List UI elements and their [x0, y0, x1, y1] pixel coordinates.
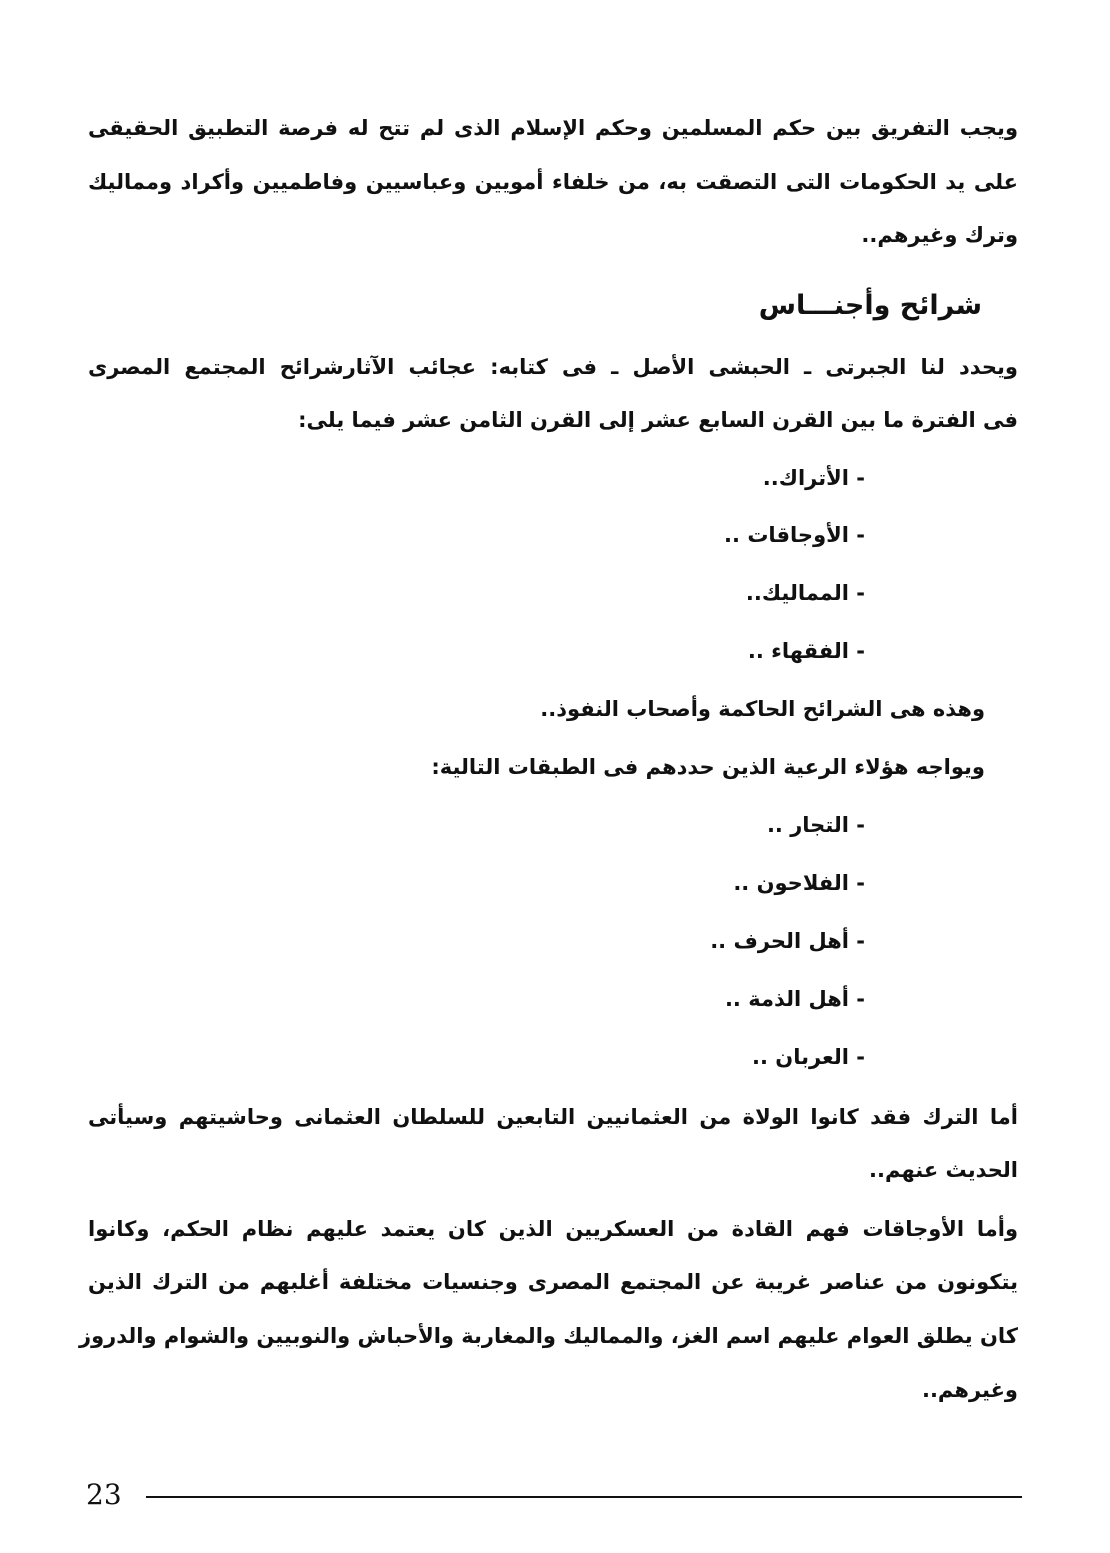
paragraph2-line-1: ويحدد لنا الجبرتى ـ الحبشى الأصل ـ فى كتابه: عجائب الآثارشرائح المجتمع المصرى [88, 355, 1018, 379]
subject-list-item: - الفلاحون .. [733, 871, 865, 895]
paragraph4-line-4: وغيرهم.. [921, 1378, 1018, 1402]
paragraph4-line-2: يتكونون من عناصر غريبة عن المجتمع المصرى وجنسيات مختلفة أغلبهم من الترك الذين [88, 1270, 1018, 1294]
paragraph4-line-3: كان يطلق العوام عليهم اسم الغز، والمماليك والمغاربة والأحباش والنوبيين والشوام والدروز [79, 1324, 1018, 1348]
sentence-subjects-intro: ويواجه هؤلاء الرعية الذين حددهم فى الطبقات التالية: [431, 755, 985, 779]
ruling-list-item: - الأوجاقات .. [724, 523, 865, 547]
page-number: 23 [86, 1478, 122, 1511]
paragraph3-line-2: الحديث عنهم.. [869, 1158, 1018, 1182]
section-heading: شرائح وأجنـــاس [758, 290, 982, 321]
paragraph1-line-1: ويجب التفريق بين حكم المسلمين وحكم الإسلام الذى لم تتح له فرصة التطبيق الحقيقى [88, 116, 1018, 140]
ruling-list-item: - المماليك.. [745, 581, 865, 605]
ruling-list-item: - الفقهاء .. [747, 639, 865, 663]
sentence-ruling-summary: وهذه هى الشرائح الحاكمة وأصحاب النفوذ.. [540, 697, 985, 721]
subject-list-item: - أهل الحرف .. [710, 929, 865, 953]
subject-list-item: - العربان .. [752, 1045, 865, 1069]
paragraph3-line-1: أما الترك فقد كانوا الولاة من العثمانيين التابعين للسلطان العثمانى وحاشيتهم وسيأتى [88, 1105, 1018, 1129]
footer-rule [146, 1496, 1022, 1498]
paragraph2-line-2: فى الفترة ما بين القرن السابع عشر إلى القرن الثامن عشر فيما يلى: [298, 408, 1018, 432]
subject-list-item: - أهل الذمة .. [724, 987, 865, 1011]
ruling-list-item: - الأتراك.. [762, 466, 865, 490]
subject-list-item: - التجار .. [766, 813, 865, 837]
paragraph1-line-3: وترك وغيرهم.. [861, 223, 1018, 247]
paragraph1-line-2: على يد الحكومات التى التصقت به، من خلفاء أمويين وعباسيين وفاطميين وأكراد ومماليك [88, 170, 1018, 194]
paragraph4-line-1: وأما الأوجاقات فهم القادة من العسكريين الذين كان يعتمد عليهم نظام الحكم، وكانوا [88, 1217, 1018, 1241]
